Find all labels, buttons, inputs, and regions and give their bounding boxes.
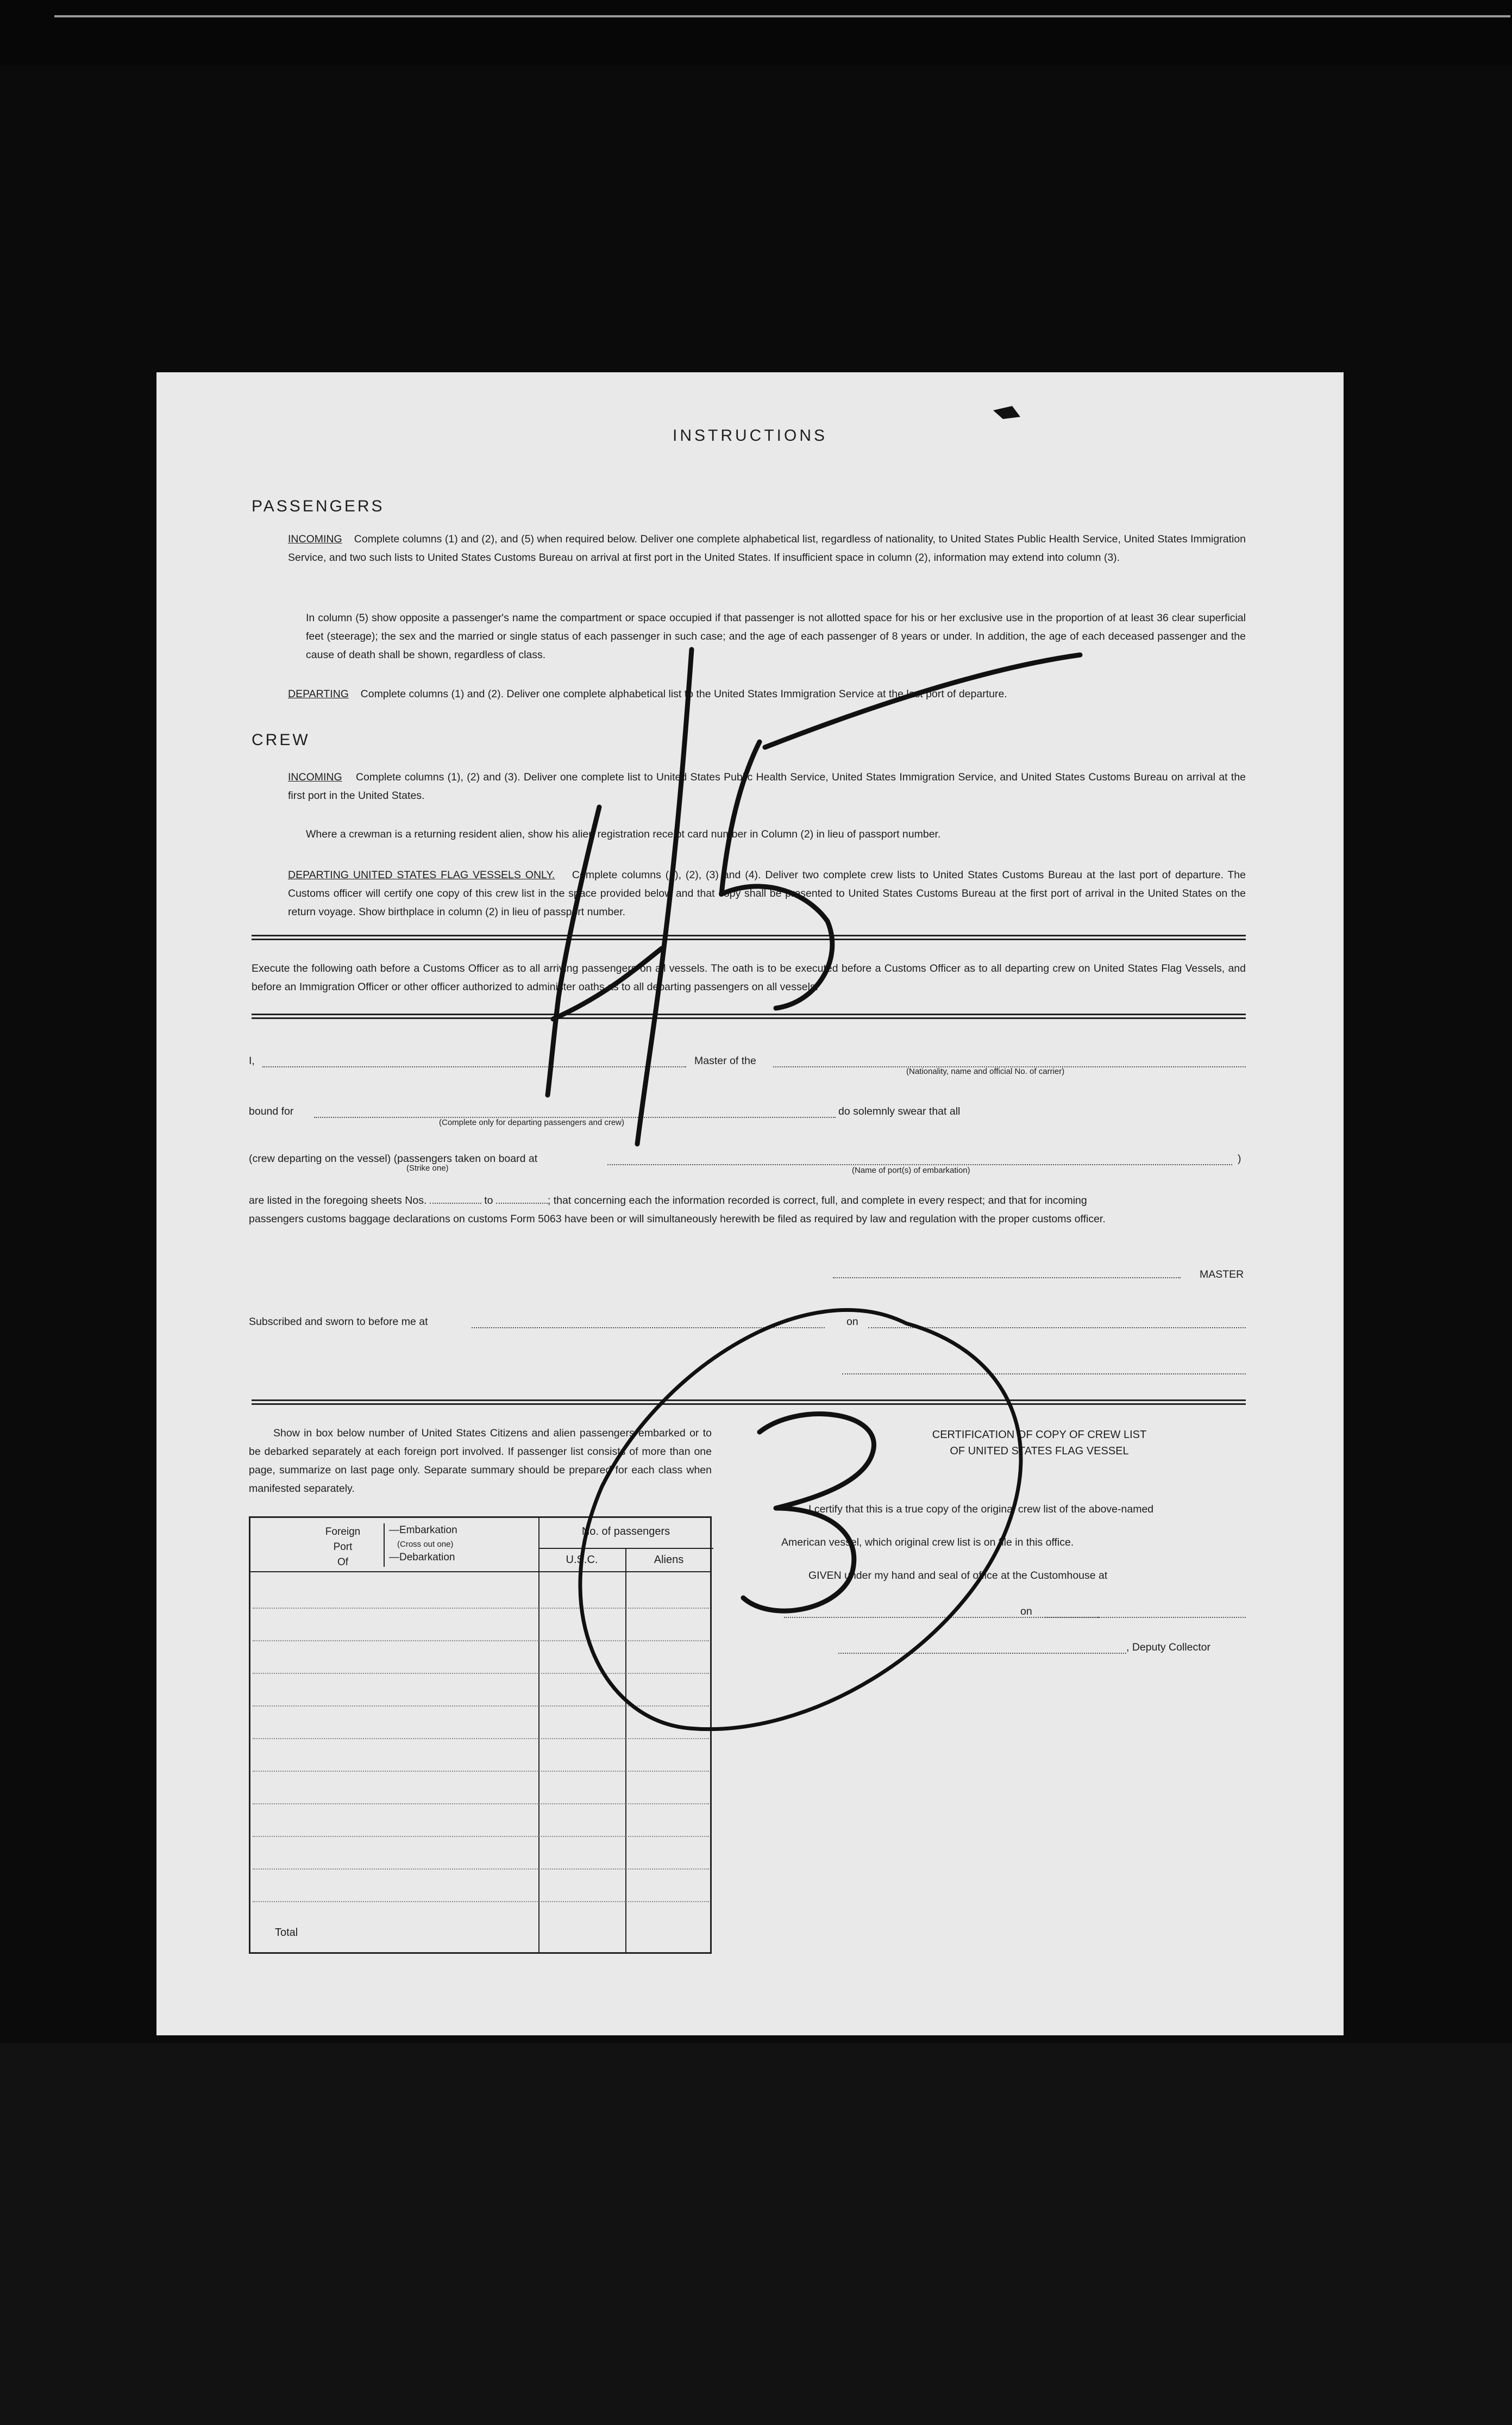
handwritten-numeral	[743, 1414, 874, 1611]
page-title: INSTRUCTIONS	[673, 427, 827, 445]
certification-given: GIVEN under my hand and seal of office at the Customhouse at	[808, 1570, 1108, 1582]
passengers-incoming-text: Complete columns (1) and (2), and (5) when required below. Deliver one complete alphabetical list, regardless of nationality, to United States Public Health Service, United States Immigration Service, and two such lists to United States Customs Bureau on arrival at first port in the United States. If insufficient space in column (2), information may extend into column (3).	[288, 533, 1246, 564]
col-cross-out: (Cross out one)	[397, 1540, 454, 1549]
handwritten-markings	[156, 372, 1344, 2035]
oath-listed-to: to	[484, 1195, 493, 1207]
col-foreign: Foreign	[325, 1526, 361, 1538]
nationality-note: (Nationality, name and official No. of carrier)	[906, 1067, 1065, 1076]
crew-incoming-label: INCOMING	[288, 771, 342, 783]
summary-instruction: Show in box below number of United States Citizens and alien passengers embarked or to be debarked separately at each foreign port involved. If passenger list consists of more than one page, summarize on last page only. Separate summary should be prepared for each class when manifested separately.	[249, 1427, 712, 1495]
passengers-departing-text: Complete columns (1) and (2). Deliver one complete alphabetical list to the United States Immigration Service at the last port of departure.	[360, 688, 1007, 700]
oath-listed-3: passengers customs baggage declarations on customs Form 5063 have been or will simultaneously herewith be filed as required by law and regulation with the proper customs officer.	[249, 1213, 1106, 1225]
col-usc: U.S.C.	[566, 1554, 598, 1566]
film-border-top	[0, 0, 1512, 65]
document-page	[156, 372, 1344, 2035]
port-note: (Name of port(s) of embarkation)	[852, 1166, 970, 1175]
oath-master-of: Master of the	[694, 1055, 756, 1067]
handwritten-stroke	[722, 742, 760, 894]
oath-listed-2: ; that concerning each the information recorded is correct, full, and complete in every respect; and that for incoming	[547, 1195, 1087, 1207]
passengers-column5-paragraph: In column (5) show opposite a passenger's name the compartment or space occupied if that passenger is not allotted space for his or her exclusive use in the proportion of at least 36 clear superficial feet (steerage); the sex and the married or single status of each passenger in such case; and the age of each passenger of 8 years or under. In addition, the age of each deceased passenger and the cause of death shall be shown, regardless of class.	[306, 612, 1246, 661]
crew-resident-paragraph: Where a crewman is a returning resident alien, show his alien registration receipt card number in Column (2) in lieu of passport number.	[306, 828, 941, 840]
certification-text-2: American vessel, which original crew list is on file in this office.	[781, 1536, 1074, 1548]
certification-heading-2: OF UNITED STATES FLAG VESSEL	[950, 1445, 1129, 1457]
deputy-collector-label: , Deputy Collector	[1126, 1641, 1210, 1653]
handwritten-circle	[580, 1310, 1021, 1729]
crew-heading: CREW	[252, 731, 310, 749]
subscribed-on: on	[846, 1316, 858, 1328]
passengers-heading: PASSENGERS	[252, 497, 385, 515]
master-label: MASTER	[1200, 1268, 1244, 1280]
certification-text-1: I certify that this is a true copy of the original crew list of the above-named	[808, 1503, 1154, 1515]
col-debarkation: —Debarkation	[389, 1552, 455, 1563]
ink-mark	[993, 406, 1020, 419]
col-port: Port	[333, 1541, 353, 1553]
bound-note: (Complete only for departing passengers and crew)	[439, 1118, 625, 1127]
certification-on: on	[1020, 1605, 1032, 1617]
oath-swear: do solemnly swear that all	[838, 1105, 961, 1117]
crew-departing-label: DEPARTING UNITED STATES FLAG VESSELS ONLY.	[288, 869, 555, 881]
strike-one-note: (Strike one)	[406, 1164, 449, 1173]
oath-i-label: I,	[249, 1055, 255, 1067]
handwritten-stroke	[553, 948, 662, 1019]
handwritten-stroke	[637, 649, 692, 1144]
table-total-label: Total	[275, 1927, 298, 1939]
col-of: Of	[337, 1557, 349, 1568]
certification-heading-1: CERTIFICATION OF COPY OF CREW LIST	[932, 1429, 1147, 1441]
crew-departing-text: Complete columns (1), (2), (3) and (4). Deliver two complete crew lists to United States Customs Bureau at the last port of departure. The Customs officer will certify one copy of this crew list in the space provided below and that copy shall be presented to United States Customs Bureau at the first port of arrival in the United States on the return voyage. Show birthplace in column (2) in lieu of passport number.	[288, 869, 1246, 918]
handwritten-stroke	[765, 655, 1080, 747]
passengers-incoming-label: INCOMING	[288, 533, 342, 545]
handwritten-stroke	[722, 886, 832, 1008]
oath-instruction: Execute the following oath before a Customs Officer as to all arriving passengers on all vessels. The oath is to be executed before a Customs Officer as to all departing crew on United States Flag Vessels, and before an Immigration Officer or other officer authorized to administer oaths as to all departing passengers on all vessels.	[252, 962, 1246, 993]
passengers-departing-label: DEPARTING	[288, 688, 349, 700]
film-edge-line	[54, 15, 1510, 17]
oath-crew-passengers: (crew departing on the vessel) (passengers taken on board at	[249, 1153, 538, 1165]
oath-close-paren: )	[1238, 1153, 1241, 1165]
oath-listed-1: are listed in the foregoing sheets Nos.	[249, 1195, 427, 1207]
col-no-passengers: No. of passengers	[581, 1526, 670, 1538]
col-aliens: Aliens	[654, 1554, 684, 1566]
handwritten-stroke	[548, 807, 599, 1095]
oath-bound-for: bound for	[249, 1105, 294, 1117]
film-border-bottom	[0, 2043, 1512, 2425]
subscribed-label: Subscribed and sworn to before me at	[249, 1316, 428, 1328]
col-embarkation: —Embarkation	[389, 1524, 457, 1536]
crew-incoming-text: Complete columns (1), (2) and (3). Deliver one complete list to United States Public Health Service, United States Immigration Service, and United States Customs Bureau on arrival at the first port in the United States.	[288, 771, 1246, 802]
